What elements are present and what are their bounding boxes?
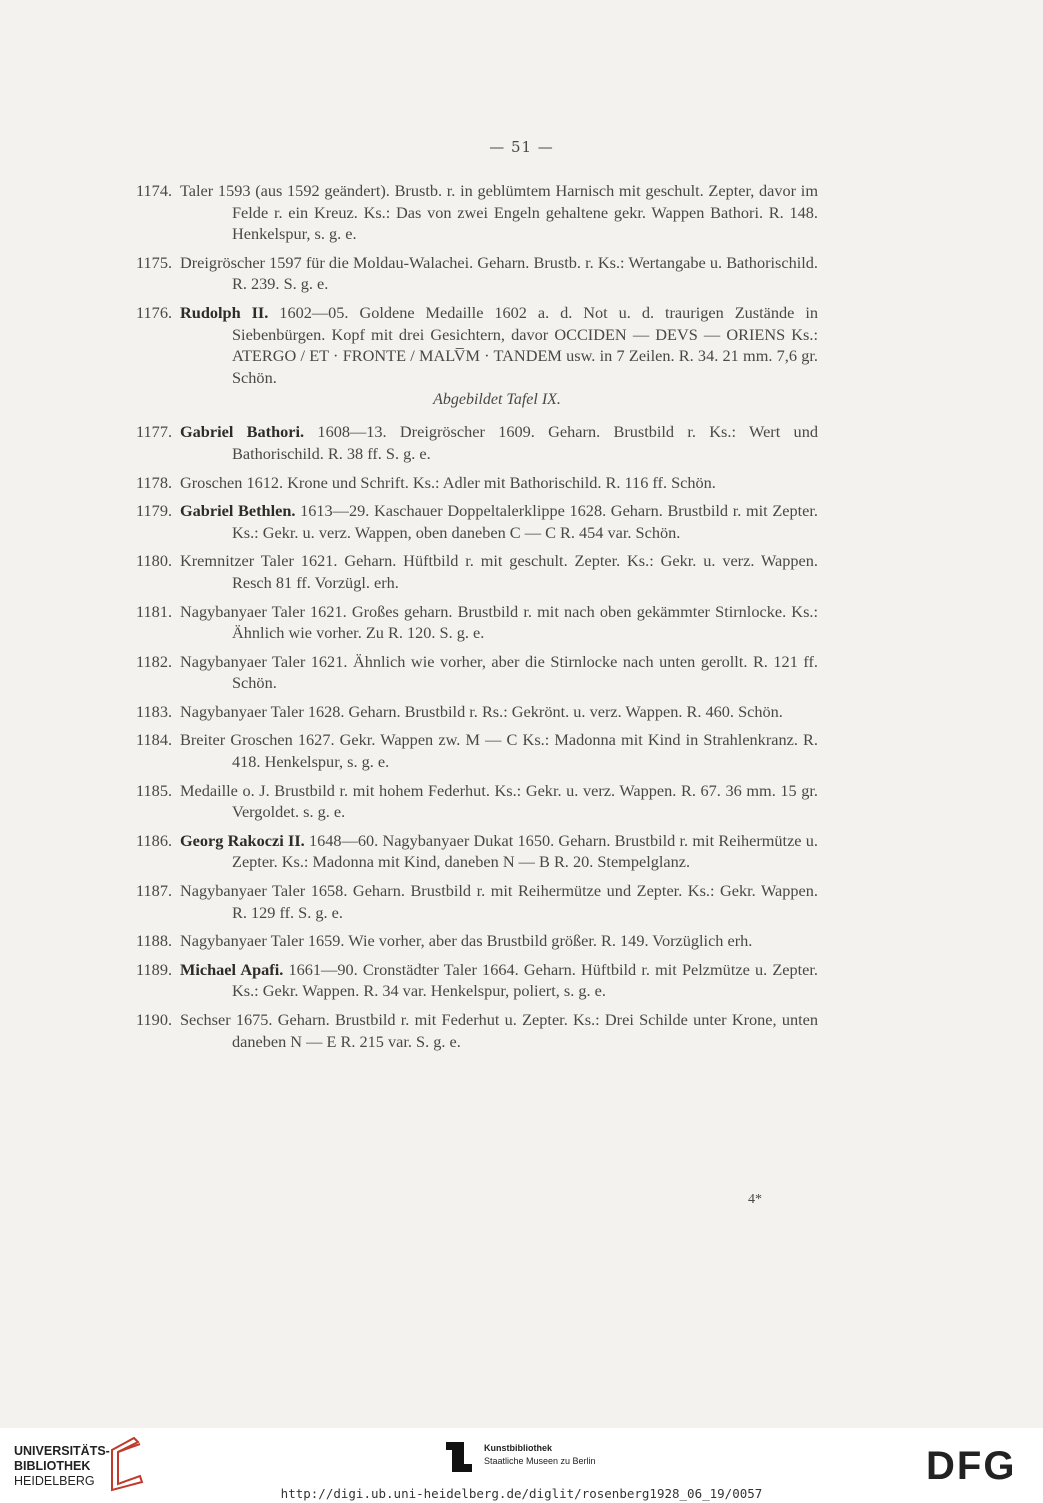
- entry-text: Sechser 1675. Geharn. Brustbild r. mit Federhut u. Zepter. Ks.: Drei Schilde unter Krone, unten daneben N — E R. 215 var. S. g. e.: [180, 1010, 818, 1051]
- entry-number: 1185.: [136, 780, 173, 800]
- catalog-entry: [136, 780, 818, 823]
- catalog-entry: [136, 601, 818, 644]
- ub-line-1: UNIVERSITÄTS-: [14, 1444, 110, 1458]
- entry-number: 1181.: [136, 601, 173, 621]
- catalog-entry: [136, 550, 818, 593]
- entry-ruler-name: Michael Apafi.: [180, 959, 284, 979]
- catalog-entry: [136, 959, 818, 1002]
- plate-caption: Abgebildet Tafel IX.: [433, 391, 561, 409]
- catalog-entry: [136, 500, 818, 543]
- entry-ruler-name: Gabriel Bathori.: [180, 422, 305, 442]
- kb-line-2: Staatliche Museen zu Berlin: [484, 1456, 596, 1466]
- entry-number: 1174.: [136, 181, 173, 200]
- ub-heidelberg-logo-icon: [104, 1436, 146, 1492]
- entry-number: 1175.: [136, 252, 173, 272]
- entry-number: 1188.: [136, 931, 173, 951]
- entry-number: 1186.: [136, 830, 173, 850]
- catalog-entry: [136, 302, 818, 388]
- catalog-entry: [136, 1009, 818, 1052]
- dfg-logo[interactable]: DFG: [926, 1444, 1017, 1488]
- entry-text: Groschen 1612. Krone und Schrift. Ks.: Adler mit Bathorischild. R. 116 ff. Schön.: [180, 472, 716, 492]
- entry-text: 1608—13. Dreigröscher 1609. Geharn. Brustbild r. Ks.: Wert und Bathorischild. R. 38 ff. S. g. e.: [232, 422, 818, 463]
- ub-line-2: BIBLIOTHEK: [14, 1459, 91, 1473]
- entry-ruler-name: Gabriel Bethlen.: [180, 501, 296, 521]
- catalog-entries: [136, 180, 818, 1059]
- entry-number: 1187.: [136, 881, 173, 901]
- entry-text: Medaille o. J. Brustbild r. mit hohem Federhut. Ks.: Gekr. u. verz. Wappen. R. 67. 36 mm. 15 gr. Vergoldet. s. g. e.: [180, 780, 818, 822]
- catalog-entry: [136, 472, 818, 494]
- catalog-entry: [136, 651, 818, 694]
- entry-number: 1177.: [136, 422, 173, 442]
- catalog-entry: [136, 180, 818, 245]
- catalog-entry: [136, 421, 818, 464]
- entry-number: 1182.: [136, 651, 173, 671]
- entry-number: 1189.: [136, 959, 173, 979]
- entry-number: 1179.: [136, 501, 173, 521]
- source-url[interactable]: http://digi.ub.uni-heidelberg.de/diglit/rosenberg1928_06_19/0057: [280, 1486, 763, 1501]
- entry-number: 1176.: [136, 302, 173, 322]
- entry-text: 1613—29. Kaschauer Doppeltalerklippe 1628. Geharn. Brustbild r. mit Zepter. Ks.: Gekr. u. verz. Wappen, oben daneben C — C R. 454 var. Schön.: [232, 501, 818, 542]
- entry-text: Nagybanyaer Taler 1658. Geharn. Brustbild r. mit Reihermütze und Zepter. Ks.: Gekr. Wappen. R. 129 ff. S. g. e.: [180, 881, 818, 922]
- entry-text: Nagybanyaer Taler 1659. Wie vorher, aber das Brustbild größer. R. 149. Vorzüglich erh.: [180, 931, 753, 951]
- footer-bar: [0, 1428, 1043, 1503]
- entry-number: 1190.: [136, 1010, 173, 1029]
- entry-text: Dreigröscher 1597 für die Moldau-Walachei. Geharn. Brustb. r. Ks.: Wertangabe u. Bathorischild. R. 239. S. g. e.: [180, 252, 818, 294]
- entry-number: 1178.: [136, 472, 173, 492]
- entry-ruler-name: Georg Rakoczi II.: [180, 830, 305, 850]
- entry-text: Kremnitzer Taler 1621. Geharn. Hüftbild r. mit geschult. Zepter. Ks.: Gekr. u. verz. Wappen. Resch 81 ff. Vorzügl. erh.: [180, 551, 818, 592]
- entry-text: Taler 1593 (aus 1592 geändert). Brustb. r. in geblümtem Harnisch mit geschult. Zepter, davor im Felde r. ein Kreuz. Ks.: Das von zwei Engeln gehaltene gekr. Wappen Bathori. R. 148. Henkelspur, s. g. e.: [180, 181, 818, 244]
- catalog-entry: [136, 930, 818, 952]
- ub-heidelberg-logo-text[interactable]: [14, 1444, 110, 1489]
- catalog-entry: [136, 252, 818, 295]
- entry-ruler-name: Rudolph II.: [180, 302, 269, 322]
- catalog-entry: [136, 701, 818, 723]
- entry-number: 1183.: [136, 701, 173, 721]
- page-number: — 51 —: [489, 138, 554, 156]
- entry-text: Nagybanyaer Taler 1621. Großes geharn. Brustbild r. mit nach oben gekämmter Stirnlocke. Ks.: Ähnlich wie vorher. Zu R. 120. S. g. e.: [180, 601, 818, 643]
- catalog-entry: [136, 880, 818, 923]
- catalog-entry: [136, 729, 818, 772]
- entry-number: 1180.: [136, 551, 173, 571]
- entry-text: 1648—60. Nagybanyaer Dukat 1650. Geharn. Brustbild r. mit Reihermütze u. Zepter. Ks.: Madonna mit Kind, daneben N — B R. 20. Stempelglanz.: [232, 830, 819, 872]
- entry-text: 1661—90. Cronstädter Taler 1664. Geharn. Hüftbild r. mit Pelzmütze u. Zepter. Ks.: Gekr. Wappen. R. 34 var. Henkelspur, poliert, s. g. e.: [232, 959, 819, 1001]
- catalog-entry: [136, 830, 818, 873]
- ub-line-3: HEIDELBERG: [14, 1474, 95, 1488]
- entry-text: Breiter Groschen 1627. Gekr. Wappen zw. M — C Ks.: Madonna mit Kind in Strahlenkranz. R. 418. Henkelspur, s. g. e.: [180, 730, 818, 772]
- entry-text: Nagybanyaer Taler 1628. Geharn. Brustbild r. Rs.: Gekrönt. u. verz. Wappen. R. 460. Schön.: [180, 701, 783, 721]
- kb-line-1: Kunstbibliothek: [484, 1443, 552, 1453]
- signature-mark: 4*: [748, 1192, 762, 1207]
- kunstbibliothek-mark-icon: [446, 1442, 476, 1472]
- entry-text: Nagybanyaer Taler 1621. Ähnlich wie vorher, aber die Stirnlocke nach unten gerollt. R. 121 ff. Schön.: [180, 651, 818, 693]
- entry-number: 1184.: [136, 730, 173, 750]
- entry-text: 1602—05. Goldene Medaille 1602 a. d. Not u. d. traurigen Zustände in Siebenbürgen. Kopf mit drei Gesichtern, davor OCCIDEN — DEVS — ORIENS Ks.: ATERGO / ET · FRONTE / MALV̅M · TANDEM usw. in 7 Zeilen. R. 34. 21 mm. 7,6 gr. Schön.: [232, 302, 818, 387]
